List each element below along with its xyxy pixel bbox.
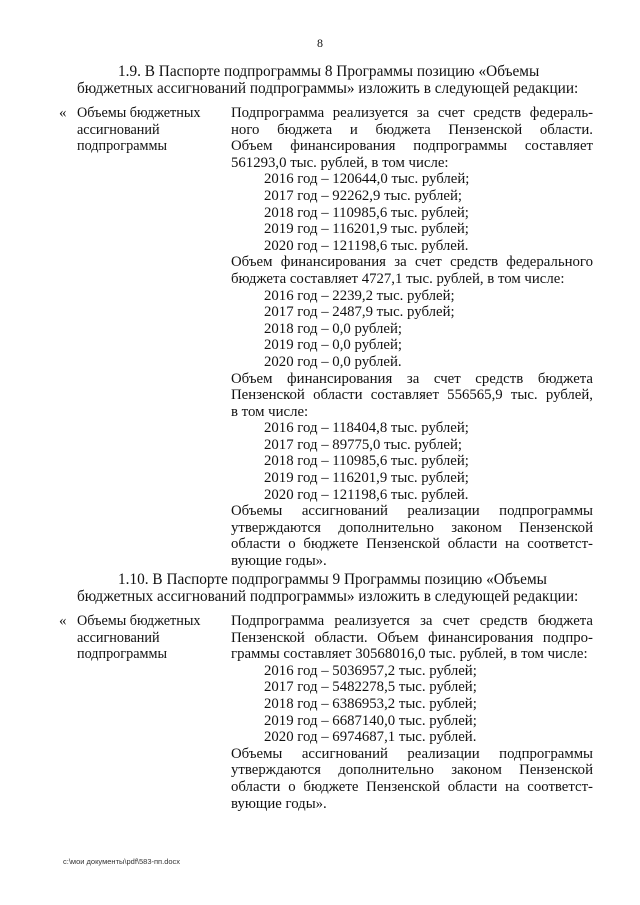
year-line: 2018 год – 6386953,2 тыс. рублей;	[264, 695, 477, 712]
content-line: Объем финансирования за счет средств бюджета	[231, 370, 593, 387]
content-line: граммы составляет 30568016,0 тыс. рублей, в том числе:	[231, 646, 588, 663]
year-line: 2017 год – 92262,9 тыс. рублей;	[264, 187, 463, 204]
row-label	[77, 105, 227, 155]
content-line: утверждаются дополнительно законом Пензенской	[231, 519, 593, 536]
year-line: 2017 год – 5482278,5 тыс. рублей;	[264, 679, 477, 696]
content-line: Пензенской области составляет 556565,9 тыс. рублей,	[231, 387, 593, 404]
year-line: 2020 год – 6974687,1 тыс. рублей.	[264, 729, 477, 746]
row-content	[231, 105, 593, 570]
year-line: 2020 год – 0,0 рублей.	[264, 353, 402, 370]
year-line: 2020 год – 121198,6 тыс. рублей.	[264, 486, 469, 503]
content-line: Объемы ассигнований реализации подпрограммы	[231, 745, 593, 762]
year-line: 2019 год – 0,0 рублей;	[264, 337, 403, 354]
heading-line: бюджетных ассигнований подпрограммы» изложить в следующей редакции:	[77, 587, 579, 605]
content-line: вующие годы».	[231, 795, 327, 812]
row-content	[231, 613, 593, 812]
year-line: 2018 год – 110985,6 тыс. рублей;	[264, 204, 469, 221]
content-line: в том числе:	[231, 403, 309, 420]
label-line: ассигнований	[77, 629, 160, 646]
content-line: области о бюджете Пензенской области на соответст-	[231, 536, 593, 553]
year-line: 2016 год – 118404,8 тыс. рублей;	[264, 420, 469, 437]
year-line: 2017 год – 2487,9 тыс. рублей;	[264, 304, 455, 321]
content-line: Подпрограмма реализуется за счет средств бюджета	[231, 613, 593, 629]
year-line: 2019 год – 6687140,0 тыс. рублей;	[264, 712, 477, 729]
content-line: вующие годы».	[231, 553, 327, 570]
row-label	[77, 613, 227, 663]
label-line: Объемы бюджетных	[77, 105, 201, 121]
content-line: Объем финансирования подпрограммы составляет	[231, 138, 593, 155]
year-line: 2019 год – 116201,9 тыс. рублей;	[264, 470, 469, 487]
year-line: 2016 год – 5036957,2 тыс. рублей;	[264, 662, 477, 679]
label-line: подпрограммы	[77, 138, 167, 155]
heading-line: 1.9. В Паспорте подпрограммы 8 Программы позицию «Объемы	[118, 63, 540, 80]
content-line: 561293,0 тыс. рублей, в том числе:	[231, 154, 449, 171]
label-line: подпрограммы	[77, 646, 167, 663]
heading-line: бюджетных ассигнований подпрограммы» изложить в следующей редакции:	[77, 79, 579, 97]
open-quote-mark: «	[59, 613, 67, 629]
heading-line: 1.10. В Паспорте подпрограммы 9 Программы позицию «Объемы	[118, 571, 547, 588]
file-path-footer: c:\мои документы\pdf\583-пп.docx	[63, 857, 181, 866]
year-line: 2018 год – 0,0 рублей;	[264, 320, 403, 337]
year-line: 2020 год – 121198,6 тыс. рублей.	[264, 237, 469, 254]
label-line: Объемы бюджетных	[77, 613, 201, 629]
section-1-9-heading	[77, 64, 597, 97]
content-line: Объемы ассигнований реализации подпрограммы	[231, 503, 593, 520]
content-line: Пензенской области. Объем финансирования подпро-	[231, 629, 593, 646]
year-line: 2019 год – 116201,9 тыс. рублей;	[264, 221, 469, 238]
open-quote-mark: «	[59, 105, 67, 121]
year-line: 2016 год – 2239,2 тыс. рублей;	[264, 287, 455, 304]
content-line: ного бюджета и бюджета Пензенской области.	[231, 121, 593, 138]
content-line: области о бюджете Пензенской области на соответст-	[231, 778, 593, 795]
year-line: 2016 год – 120644,0 тыс. рублей;	[264, 171, 470, 188]
year-line: 2018 год – 110985,6 тыс. рублей;	[264, 453, 469, 470]
content-line: Подпрограмма реализуется за счет средств федераль-	[231, 105, 593, 121]
page-number: 8	[317, 36, 323, 50]
section-1-10-heading	[77, 572, 597, 605]
label-line: ассигнований	[77, 121, 160, 138]
content-line: Объем финансирования за счет средств федерального	[231, 254, 593, 271]
content-line: утверждаются дополнительно законом Пензенской	[231, 762, 593, 779]
year-line: 2017 год – 89775,0 тыс. рублей;	[264, 436, 463, 453]
content-line: бюджета составляет 4727,1 тыс. рублей, в том числе:	[231, 270, 565, 287]
